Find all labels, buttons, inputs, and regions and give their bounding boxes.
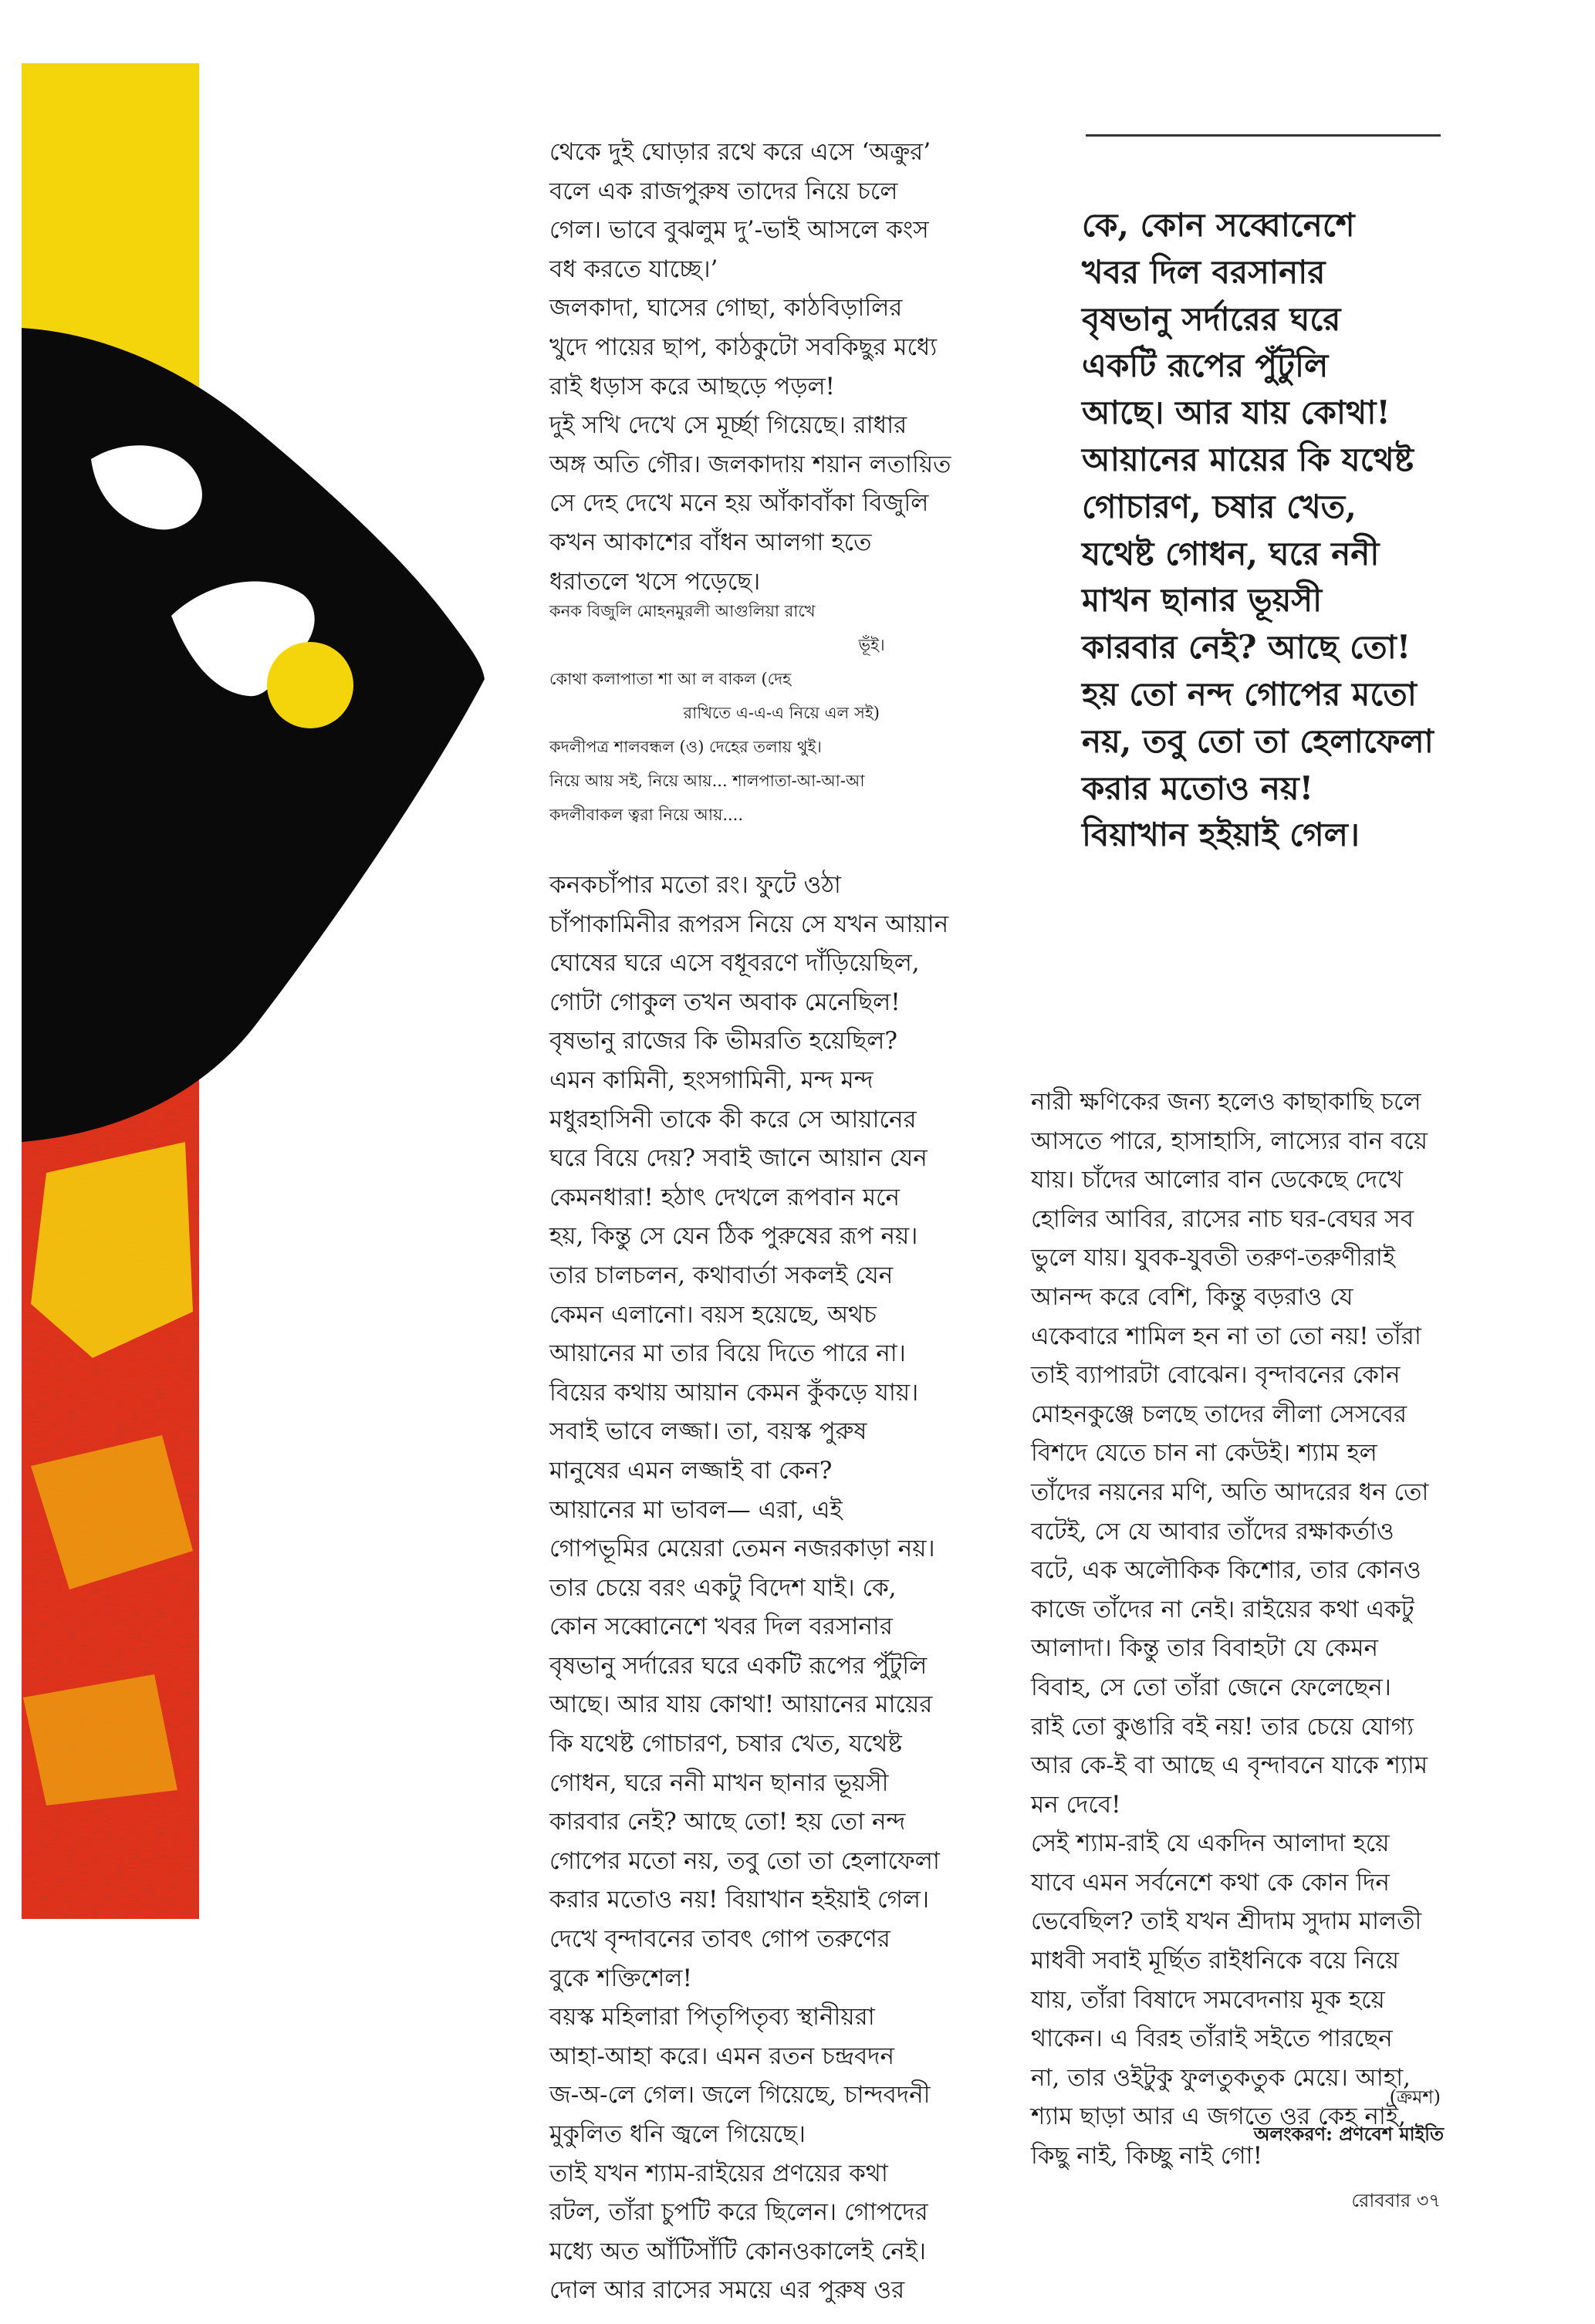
article-column-1-top: থেকে দুই ঘোড়ার রথে করে এসে ‘অক্রুর’ বলে এক রাজপুরুষ তাদের নিয়ে চলে গেল। ভাবে বুঝলুম দু’-ভাই আসলে কংস বধ করতে যাচ্ছে।’ জলকাদা, ঘাসের গোছা, কাঠবিড়ালির খুদে পায়ের ছাপ, কাঠকুটো সবকিছুর মধ্যে রাই ধড়াস করে আছড়ে পড়ল! দুই সখি দেখে সে মূর্চ্ছা গিয়েছে। রাধার অঙ্গ অতি গৌর। জলকাদায় শয়ান লতায়িত সে দেহ দেখে মনে হয় আঁকাবাঁকা বিজুলি কখন আকাশের বাঁধন আলগা হতে ধরাতলে খসে পড়েছে। [549, 138, 951, 596]
pull-quote: কে, কোন সব্বোনেশে খবর দিল বরসানার বৃষভানু সর্দারের ঘরে একটি রূপের পুঁটুলি আছে। আর যায় কোথা! আয়ানের মায়ের কি যথেষ্ট গোচারণ, চষার খেত, যথেষ্ট গোধন, ঘরে ননী মাখন ছানার ভূয়সী কারবার নেই? আছে তো! হয় তো নন্দ গোপের মতো নয়, তবু তো তা হেলাফেলা করার মতোও নয়! বিয়াখান হইয়াই গেল। [1082, 206, 1434, 854]
black-mask [22, 328, 485, 1142]
illustration-credit: অলংকরণ: প্রণবেশ মাইতি [1253, 2123, 1444, 2145]
article-column-1-bottom: কনকচাঁপার মতো রং। ফুটে ওঠা চাঁপাকামিনীর রূপরস নিয়ে সে যখন আয়ান ঘোষের ঘরে এসে বধূবরণে দাঁড়িয়েছিল, গোটা গোকুল তখন অবাক মেনেছিল! বৃষভানু রাজের কি ভীমরতি হয়েছিল? এমন কামিনী, হংসগামিনী, মন্দ মন্দ মধুরহাসিনী তাকে কী করে সে আয়ানের ঘরে বিয়ে দেয়? সবাই জানে আয়ান যেন কেমনধারা! হঠাৎ দেখলে রূপবান মনে হয়, কিন্তু সে যেন ঠিক পুরুষের রূপ নয়। তার চালচলন, কথাবার্তা সকলই যেন কেমন এলানো। বয়স হয়েছে, অথচ আয়ানের মা তার বিয়ে দিতে পারে না। বিয়ের কথায় আয়ান কেমন কুঁকড়ে যায়। সবাই ভাবে লজ্জা। তা, বয়স্ক পুরুষ মানুষের এমন লজ্জাই বা কেন? আয়ানের মা ভাবল— এরা, এই গোপভূমির মেয়েরা তেমন নজরকাড়া নয়। তার চেয়ে বরং একটু বিদেশ যাই। কে, কোন সব্বোনেশে খবর দিল বরসানার বৃষভানু সর্দারের ঘরে একটি রূপের পুঁটুলি আছে। আর যায় কোথা! আয়ানের মায়ের কি যথেষ্ট গোচারণ, চষার খেত, যথেষ্ট গোধন, ঘরে ননী মাখন ছানার ভূয়সী কারবার নেই? আছে তো! হয় তো নন্দ গোপের মতো নয়, তবু তো তা হেলাফেলা করার মতোও নয়! বিয়াখান হইয়াই গেল। দেখে বৃন্দাবনের তাবৎ গোপ তরুণের বুকে শক্তিশেল! বয়স্ক মহিলারা পিতৃপিতৃব্য স্থানীয়রা আহা-আহা করে। এমন রতন চন্দ্রবদন জ-অ-লে গেল। জলে গিয়েছে, চান্দবদনী মুকুলিত ধনি জ্বলে গিয়েছে। তাই যখন শ্যাম-রাইয়ের প্রণয়ের কথা রটল, তাঁরা চুপটি করে ছিলেন। গোপদের মধ্যে অত আঁটিসাঁটি কোনওকালেই নেই। দোল আর রাসের সময়ে এর পুরুষ ওর [549, 871, 949, 2305]
poem-verse: কনক বিজুলি মোহনমুরলী আগুলিয়া রাখে ভূঁই। কোথা কলাপাতা শা আ ল বাকল (দেহ রাখিতে এ-এ-এ নিয়ে এল সই) কদলীপত্র শালবন্ধল (ও) দেহের তলায় থুই। নিয়ে আয় সই, নিয়ে আয়... শালপাতা-আ-আ-আ কদলীবাকল ত্বরা নিয়ে আয়.... [549, 602, 885, 824]
pull-quote-rule [1086, 134, 1441, 137]
to-be-continued: (ক্রমশ) [1389, 2086, 1441, 2108]
article-column-2: নারী ক্ষণিকের জন্য হলেও কাছাকাছি চলে আসতে পারে, হাসাহাসি, লাস্যের বান বয়ে যায়। চাঁদের আলোর বান ডেকেছে দেখে হোলির আবির, রাসের নাচ ঘর-বেঘর সব ভুলে যায়। যুবক-যুবতী তরুণ-তরুণীরাই আনন্দ করে বেশি, কিন্তু বড়রাও যে একেবারে শামিল হন না তা তো নয়! তাঁরা তাই ব্যাপারটা বোঝেন। বৃন্দাবনের কোন মোহনকুঞ্জে চলছে তাদের লীলা সেসবের বিশদে যেতে চান না কেউই। শ্যাম হল তাঁদের নয়নের মণি, অতি আদরের ধন তো বটেই, সে যে আবার তাঁদের রক্ষাকর্তাও বটে, এক অলৌকিক কিশোর, তার কোনও কাজে তাঁদের না নেই। রাইয়ের কথা একটু আলাদা। কিন্তু তার বিবাহটা যে কেমন বিবাহ, সে তো তাঁরা জেনে ফেলেছেন। রাই তো কুঙারি বই নয়! তার চেয়ে যোগ্য আর কে-ই বা আছে এ বৃন্দাবনে যাকে শ্যাম মন দেবে! সেই শ্যাম-রাই যে একদিন আলাদা হয়ে যাবে এমন সর্বনেশে কথা কে কোন দিন ভেবেছিল? তাই যখন শ্রীদাম সুদাম মালতী মাধবী সবাই মূর্ছিত রাইধনিকে বয়ে নিয়ে যায়, তাঁরা বিষাদে সমবেদনায় মূক হয়ে থাকেন। এ বিরহ তাঁরাই সইতে পারছেন না, তার ওইটুকু ফুলতুকতুক মেয়ে। আহা, শ্যাম ছাড়া আর এ জগতে ওর কেহ নাই, কিছু নাই, কিচ্ছু নাই গো! [1031, 1088, 1429, 2170]
yellow-dot [267, 642, 353, 728]
page-number: রোববার ৩৭ [1351, 2190, 1441, 2211]
illustration [0, 0, 494, 1921]
